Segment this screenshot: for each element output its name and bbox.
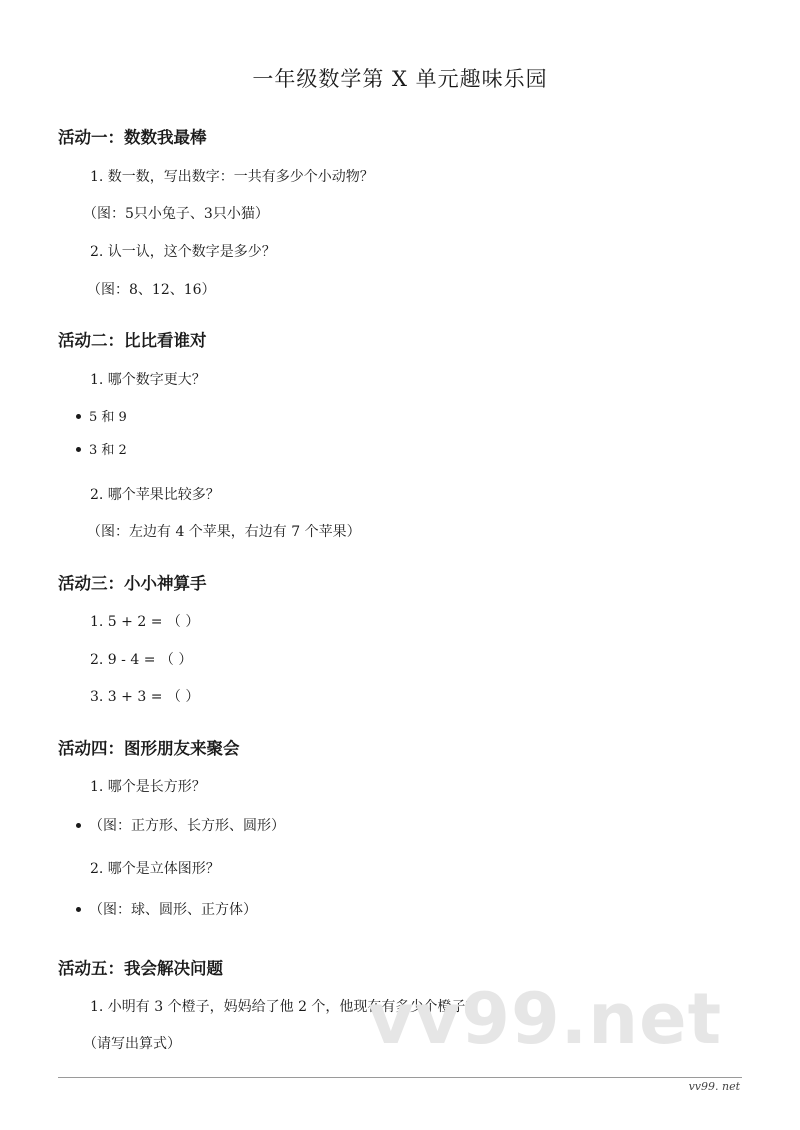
bullet-text: 3 和 2	[89, 443, 127, 458]
bullet-item	[76, 406, 127, 425]
bullet-dot-icon	[76, 414, 81, 419]
question-3-1: 1. 5 + 2 = （ ）	[90, 614, 200, 630]
bullet-item	[76, 899, 257, 919]
bullet-item	[76, 439, 127, 458]
bullet-dot-icon	[76, 907, 81, 912]
section-heading-2: 活动二：比比看谁对	[58, 331, 207, 350]
bullet-item	[76, 815, 285, 835]
bullet-text: （图：球、圆形、正方体）	[89, 902, 257, 918]
note-1-1: （图：5只小兔子、3只小猫）	[83, 206, 269, 222]
question-3-3: 3. 3 + 3 = （ ）	[90, 689, 200, 705]
bullet-dot-icon	[76, 823, 81, 828]
question-4-2: 2. 哪个是立体图形？	[90, 861, 220, 877]
question-1-2: 2. 认一认，这个数字是多少？	[90, 244, 276, 260]
question-1-1: 1. 数一数，写出数字：一共有多少个小动物？	[90, 169, 374, 185]
note-1-2: （图：8、12、16）	[87, 282, 216, 298]
question-2-2: 2. 哪个苹果比较多？	[90, 487, 220, 503]
section-heading-1: 活动一：数数我最棒	[58, 128, 207, 147]
bullet-text: 5 和 9	[89, 410, 127, 425]
question-5-1: 1. 小明有 3 个橙子，妈妈给了他 2 个，他现在有多少个橙子？	[90, 999, 480, 1015]
footer-divider	[58, 1077, 742, 1078]
question-4-1: 1. 哪个是长方形？	[90, 779, 206, 795]
section-heading-5: 活动五：我会解决问题	[58, 959, 223, 978]
question-2-1: 1. 哪个数字更大？	[90, 372, 206, 388]
section-heading-3: 活动三：小小神算手	[58, 574, 207, 593]
note-2-2: （图：左边有 4 个苹果，右边有 7 个苹果）	[87, 524, 361, 540]
page-title: 一年级数学第 X 单元趣味乐园	[252, 67, 548, 91]
footer-site-label: vv99. net	[688, 1080, 740, 1093]
section-heading-4: 活动四：图形朋友来聚会	[58, 739, 240, 758]
note-5-1: （请写出算式）	[83, 1036, 181, 1052]
question-3-2: 2. 9 - 4 = （ ）	[90, 652, 193, 668]
bullet-text: （图：正方形、长方形、圆形）	[89, 818, 285, 834]
bullet-dot-icon	[76, 447, 81, 452]
watermark: vv99.net	[368, 978, 723, 1060]
